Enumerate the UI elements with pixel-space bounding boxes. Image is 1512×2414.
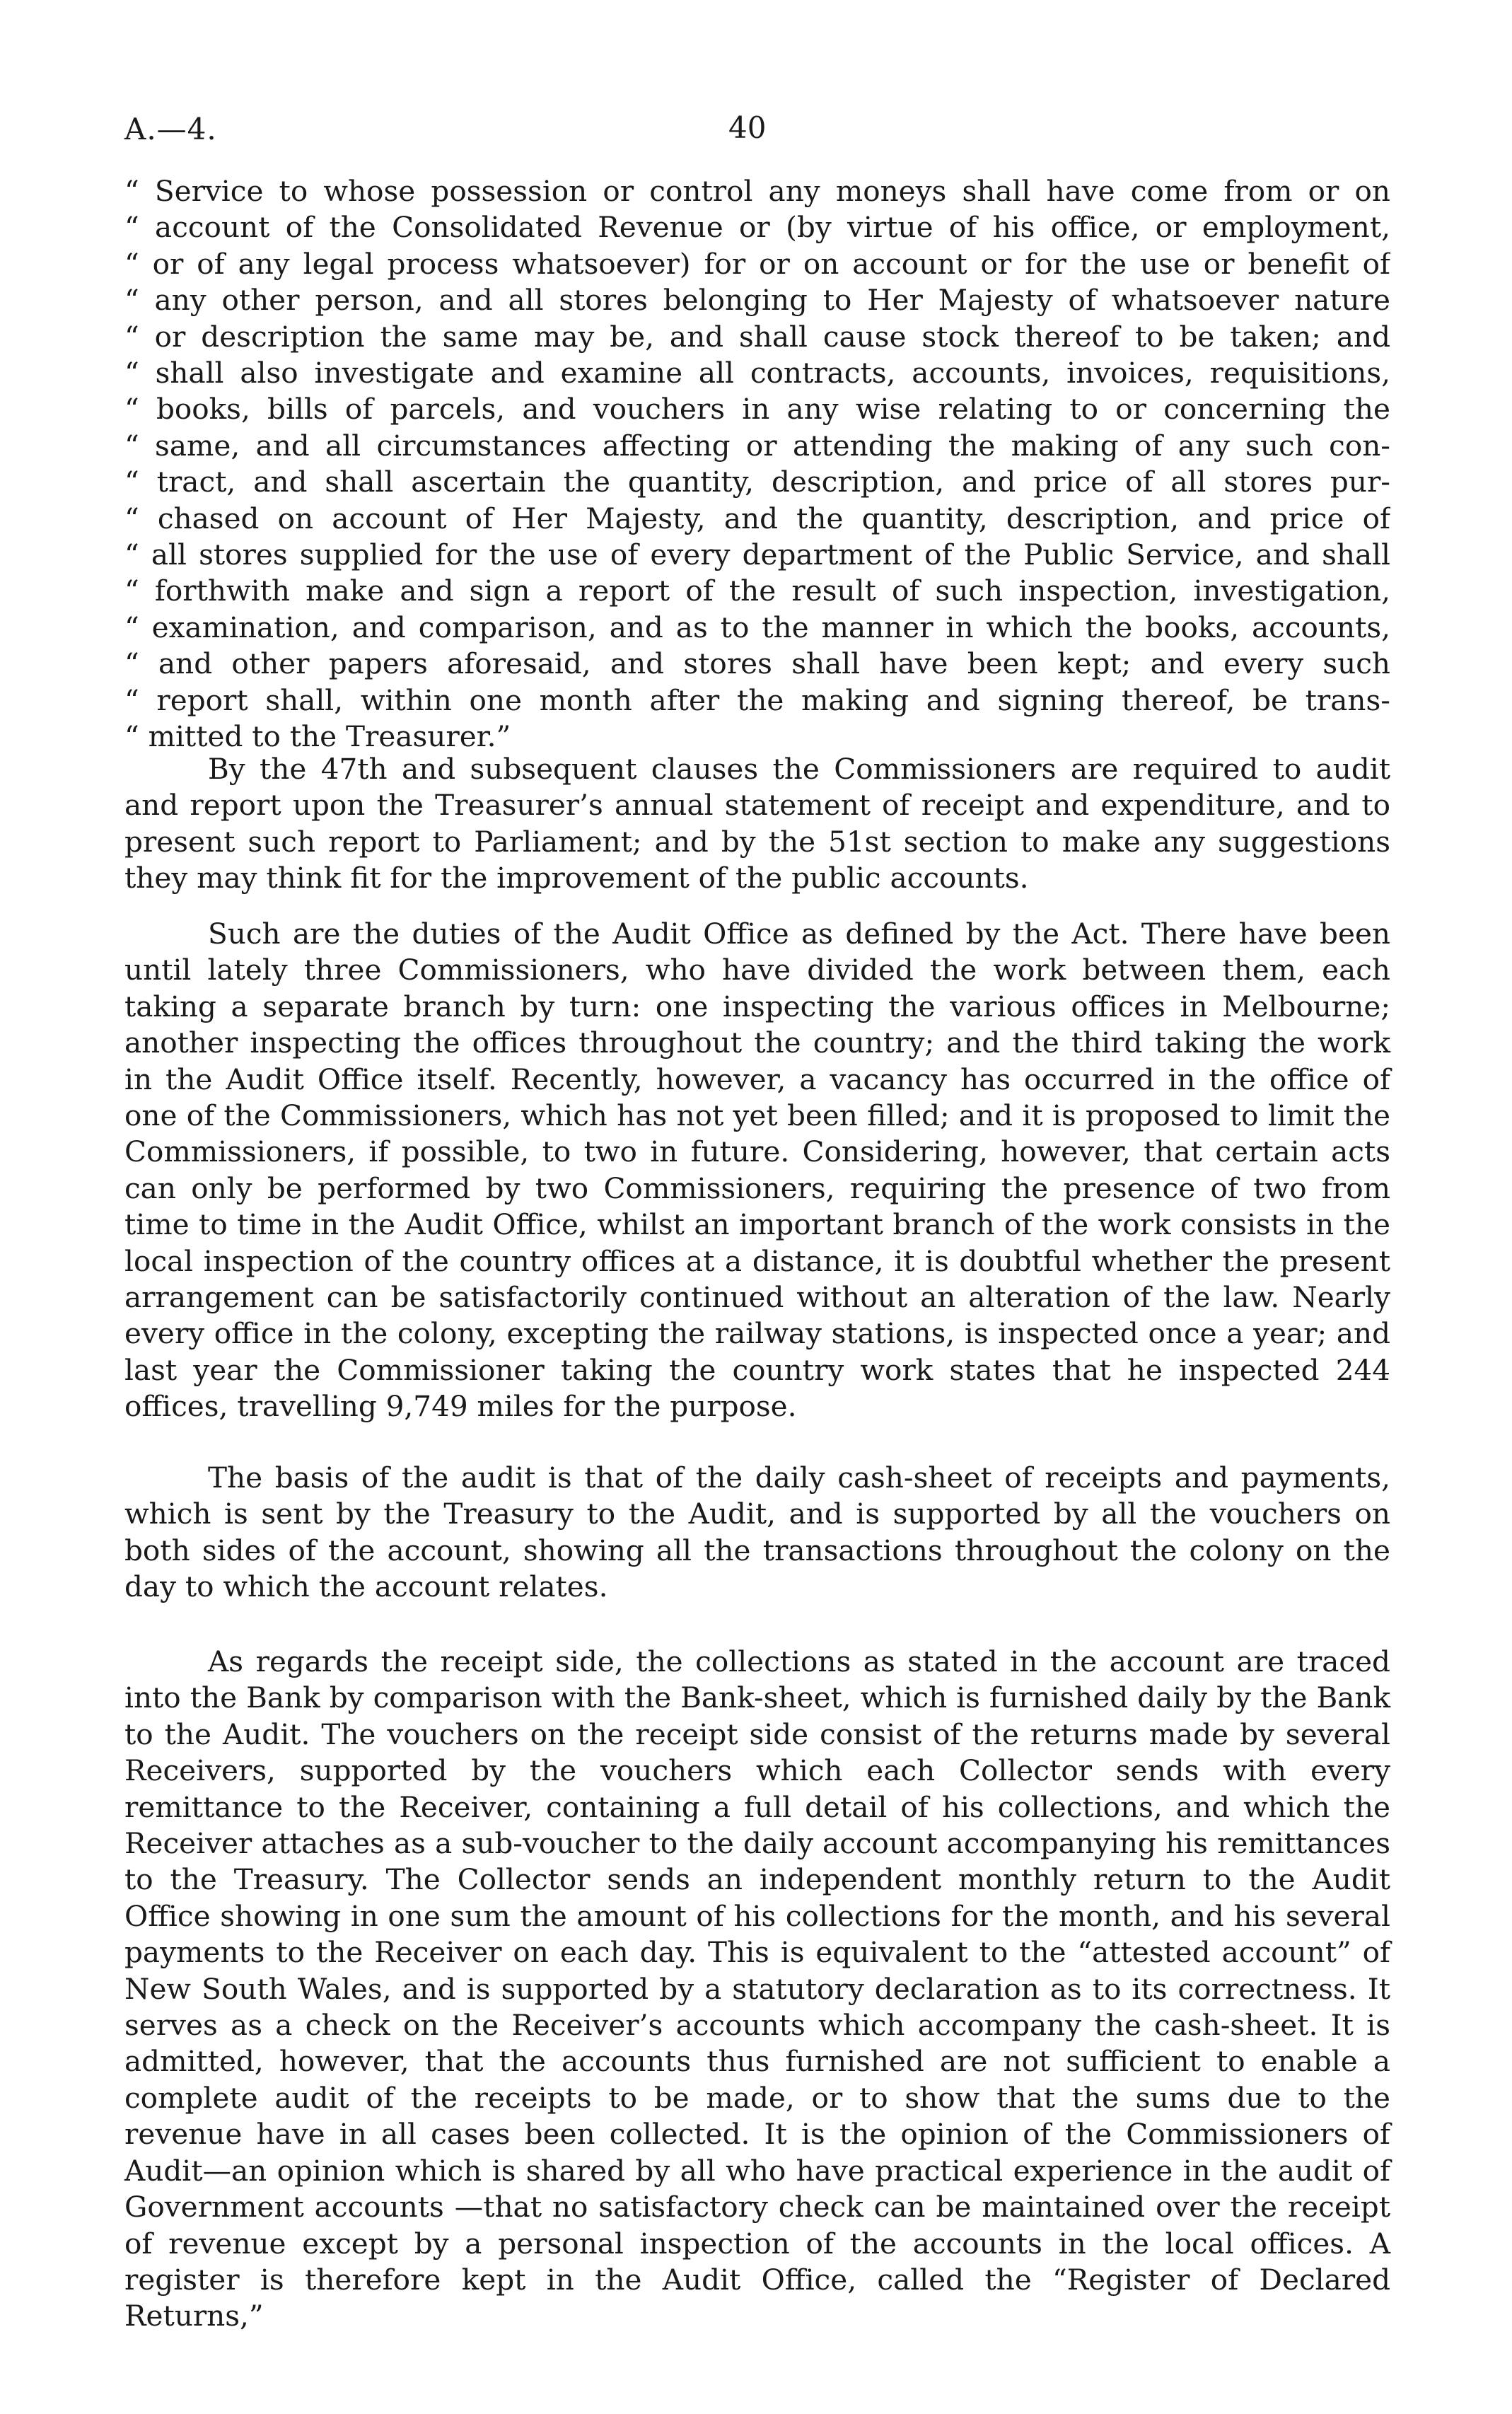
- quote-line: “ any other person, and all stores belonging to Her Majesty of whatsoever nature: [124, 283, 1390, 318]
- page-number: 40: [728, 110, 767, 145]
- quote-line: “ mitted to the Treasurer.”: [124, 719, 511, 754]
- quote-line: “ shall also investigate and examine all contracts, accounts, invoices, requisitions,: [124, 356, 1390, 390]
- quote-line: “ or of any legal process whatsoever) for or on account or for the use or benefit of: [124, 246, 1390, 281]
- quote-line: “ all stores supplied for the use of every department of the Public Service, and shall: [124, 538, 1390, 572]
- paragraph-audit-clauses: By the 47th and subsequent clauses the Commissioners are required to audit and report upon the Treasurer’s annual statement of receipt and expenditure, and to present such report to Parliament; and by the 51st section to make any suggestions they may think fit for the improvement of the public accounts.: [124, 752, 1390, 895]
- quote-line: “ chased on account of Her Majesty, and the quantity, description, and price of: [124, 501, 1390, 535]
- quoted-act-extract: [124, 173, 1390, 755]
- quote-line: “ examination, and comparison, and as to the manner in which the books, accounts,: [124, 610, 1390, 644]
- quote-line: “ Service to whose possession or control any moneys shall have come from or on: [124, 174, 1390, 208]
- document-reference: A.—4.: [124, 112, 217, 146]
- quote-line: “ or description the same may be, and shall cause stock thereof to be taken; and: [124, 319, 1390, 354]
- paragraph-audit-office-duties: Such are the duties of the Audit Office as defined by the Act. There have been until lately three Commissioners, who have divided the work between them, each taking a separate branch by turn: one inspecting the various offices in Melbourne; another inspecting the offices throughout the country; and the third taking the work in the Audit Office itself. Recently, however, a vacancy has occurred in the office of one of the Commissioners, which has not yet been filled; and it is proposed to limit the Commissioners, if possible, to two in future. Considering, however, that certain acts can only be performed by two Commissioners, requiring the presence of two from time to time in the Audit Office, whilst an important branch of the work consists in the local inspection of the country offices at a distance, it is doubtful whether the present arrangement can be satisfactorily continued without an alteration of the law. Nearly every office in the colony, excepting the railway stations, is inspected once a year; and last year the Commissioner taking the country work states that he inspected 244 offices, travelling 9,749 miles for the purpose.: [124, 917, 1390, 1424]
- paragraph-basis-of-audit: The basis of the audit is that of the daily cash-sheet of receipts and payments, which is sent by the Treasury to the Audit, and is supported by all the vouchers on both sides of the account, showing all the transactions throughout the colony on the day to which the account relates.: [124, 1461, 1390, 1604]
- quote-line: “ report shall, within one month after the making and signing thereof, be trans-: [124, 683, 1390, 717]
- quote-line: “ books, bills of parcels, and vouchers in any wise relating to or concerning the: [124, 392, 1390, 426]
- quote-line: “ and other papers aforesaid, and stores shall have been kept; and every such: [124, 646, 1390, 681]
- paragraph-receipt-side: As regards the receipt side, the collections as stated in the account are traced into the Bank by comparison with the Bank-sheet, which is furnished daily by the Bank to the Audit. The vouchers on the receipt side consist of the returns made by several Receivers, supported by the vouchers which each Collector sends with every remittance to the Receiver, containing a full detail of his collections, and which the Receiver attaches as a sub-voucher to the daily account accompanying his remittances to the Treasury. The Collector sends an independent monthly return to the Audit Office showing in one sum the amount of his collections for the month, and his several payments to the Receiver on each day. This is equivalent to the “attested account” of New South Wales, and is supported by a statutory declaration as to its correctness. It serves as a check on the Receiver’s accounts which accompany the cash-sheet. It is admitted, however, that the accounts thus furnished are not sufficient to enable a complete audit of the receipts to be made, or to show that the sums due to the revenue have in all cases been collected. It is the opinion of the Commissioners of Audit—an opinion which is shared by all who have practical experience in the audit of Government accounts —that no satisfactory check can be maintained over the receipt of revenue except by a personal inspection of the accounts in the local offices. A register is therefore kept in the Audit Office, called the “Register of Declared Returns,”: [124, 1644, 1390, 2333]
- quote-line: “ forthwith make and sign a report of the result of such inspection, investigation,: [124, 574, 1390, 608]
- quote-line: “ account of the Consolidated Revenue or (by virtue of his office, or employment,: [124, 210, 1390, 245]
- quote-line: “ tract, and shall ascertain the quantity, description, and price of all stores pur-: [124, 465, 1390, 499]
- quote-line: “ same, and all circumstances affecting or attending the making of any such con-: [124, 428, 1390, 463]
